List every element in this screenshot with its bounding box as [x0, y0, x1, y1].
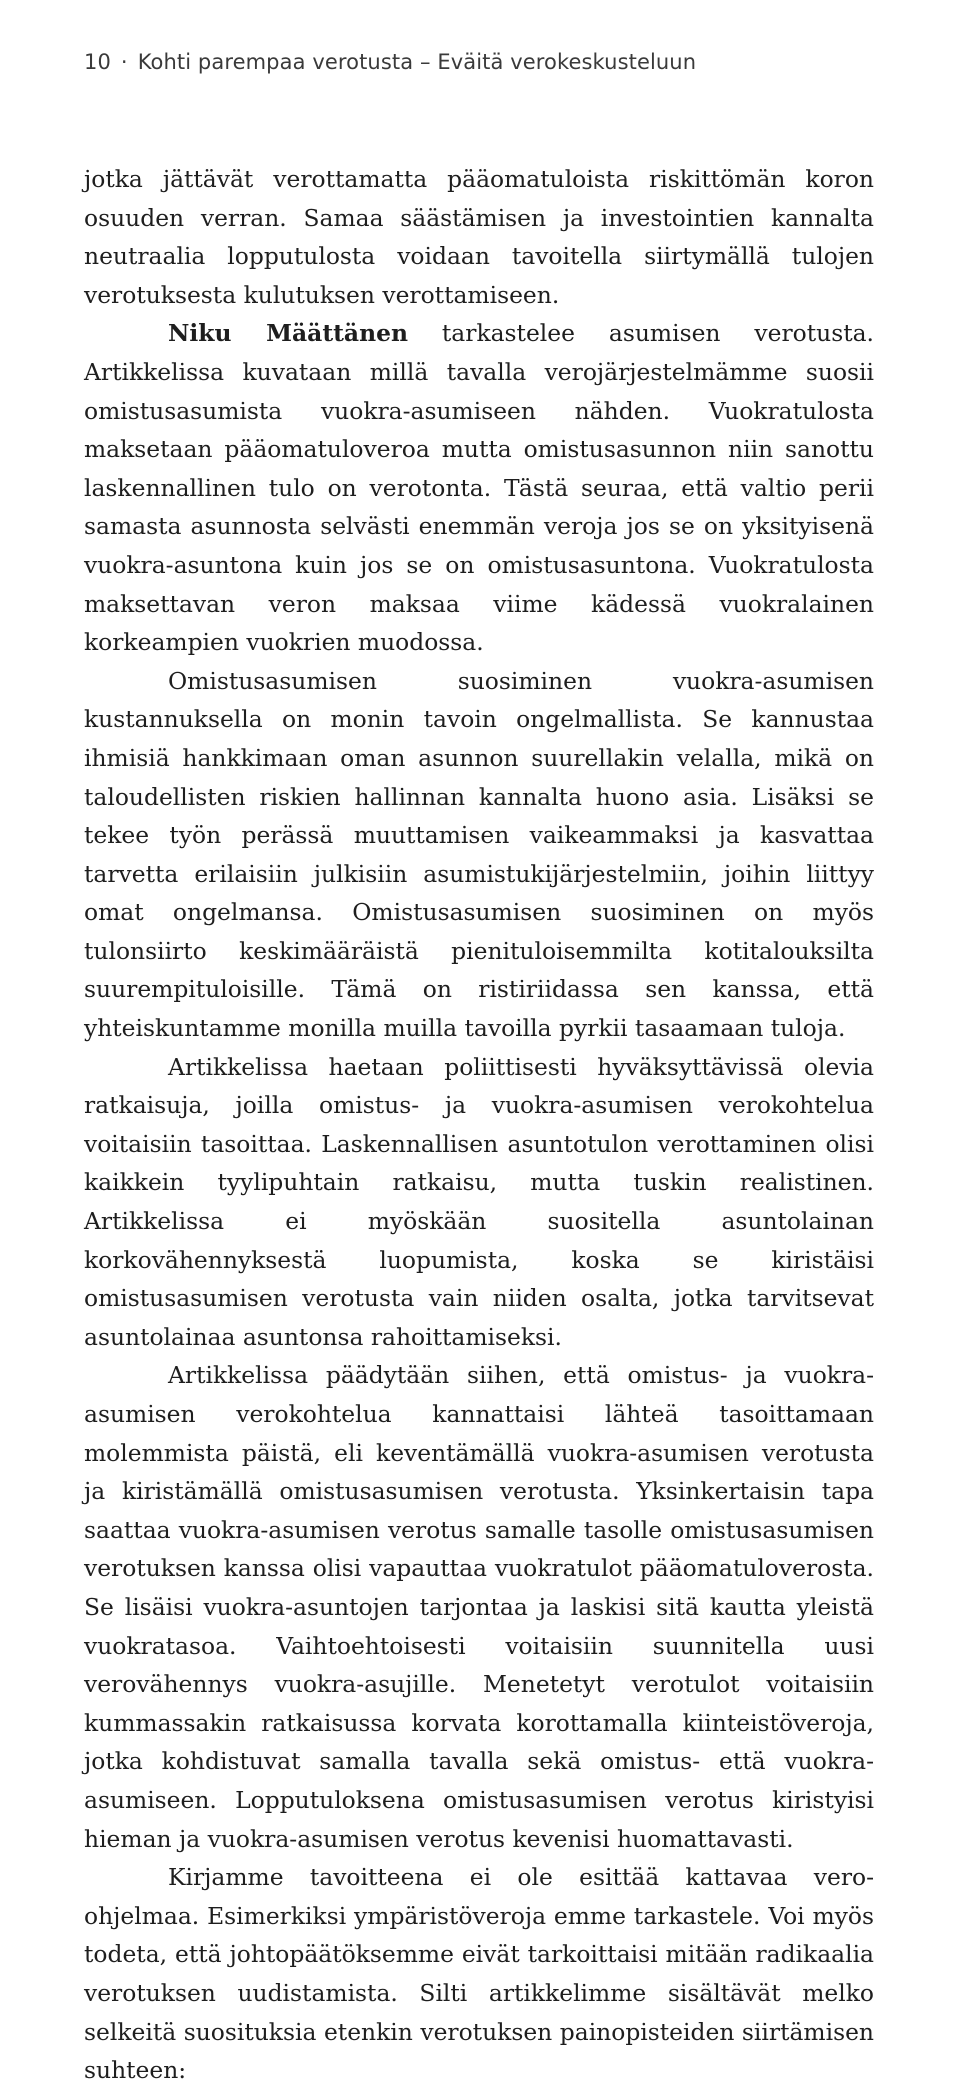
paragraph-6: Kirjamme tavoitteena ei ole esittää kattavaa vero-ohjelmaa. Esimerkiksi ympäristöveroja emme tarkastele. Voi myös todeta, että johtopäätöksemme eivät tarkoittaisi mitään radikaalia verotuksen uudistamista. Silti artikkelimme sisältävät melko selkeitä suosituksia etenkin verotuksen painopisteiden siirtämisen suhteen:	[84, 1863, 874, 2085]
author-name: Niku Määttänen	[168, 319, 408, 348]
paragraph-2-text: tarkastelee asumisen verotusta. Artikkelissa kuvataan millä tavalla verojärjestelmämme suosii omistusasumista vuokra-asumiseen nähden. Vuokratulosta maksetaan pääomatuloveroa mutta omistusasunnon niin sanottu laskennallinen tulo on verotonta. Tästä seuraa, että valtio perii samasta asunnosta selvästi enemmän veroja jos se on yksityisenä vuokra-asuntona kuin jos se on omistusasuntona. Vuokratulosta maksettavan veron maksaa viime kädessä vuokralainen korkeampien vuokrien muodossa.	[84, 319, 874, 657]
body-text	[84, 160, 874, 2090]
running-header	[84, 50, 696, 74]
header-separator: ·	[120, 50, 128, 74]
page-number: 10	[84, 50, 111, 74]
paragraph-3: Omistusasumisen suosiminen vuokra-asumisen kustannuksella on monin tavoin ongelmallista. Se kannustaa ihmisiä hankkimaan oman asunnon suurellakin velalla, mikä on taloudellisten riskien hallinnan kannalta huono asia. Lisäksi se tekee työn perässä muuttamisen vaikeammaksi ja kasvattaa tarvetta erilaisiin julkisiin asumistukijärjestelmiin, joihin liittyy omat ongelmansa. Omistusasumisen suosiminen on myös tulonsiirto keskimääräistä pienituloisemmilta kotitalouksilta suurempituloisille. Tämä on ristiriidassa sen kanssa, että yhteiskuntamme monilla muilla tavoilla pyrkii tasaamaan tuloja.	[84, 666, 874, 1043]
paragraph-5: Artikkelissa päädytään siihen, että omistus- ja vuokra-asumisen verokohtelua kannattaisi lähteä tasoittamaan molemmista päistä, eli keventämällä vuokra-asumisen verotusta ja kiristämällä omistusasumisen verotusta. Yksinkertaisin tapa saattaa vuokra-asumisen verotus samalle tasolle omistusasumisen verotuksen kanssa olisi vapauttaa vuokratulot pääomatuloverosta. Se lisäisi vuokra-asuntojen tarjontaa ja laskisi sitä kautta yleistä vuokratasoa. Vaihtoehtoisesti voitaisiin suunnitella uusi verovähennys vuokra-asujille. Menetetyt verotulot voitaisiin kummassakin ratkaisussa korvata korottamalla kiinteistöveroja, jotka kohdistuvat samalla tavalla sekä omistus- että vuokra-asumiseen. Lopputuloksena omistusasumisen verotus kiristyisi hieman ja vuokra-asumisen verotus kevenisi huomattavasti.	[84, 1361, 874, 1853]
running-title: Kohti parempaa verotusta – Eväitä verokeskusteluun	[137, 50, 697, 74]
paragraph-1: jotka jättävät verottamatta pääomatuloista riskittömän koron osuuden verran. Samaa säästämisen ja investointien kannalta neutraalia lopputulosta voidaan tavoitella siirtymällä tulojen verotuksesta kulutuksen verottamiseen.	[84, 165, 874, 309]
paragraph-4: Artikkelissa haetaan poliittisesti hyväksyttävissä olevia ratkaisuja, joilla omistus- ja vuokra-asumisen verokohtelua voitaisiin tasoittaa. Laskennallisen asuntotulon verottaminen olisi kaikkein tyylipuhtain ratkaisu, mutta tuskin realistinen. Artikkelissa ei myöskään suositella asuntolainan korkovähennyksestä luopumista, koska se kiristäisi omistusasumisen verotusta vain niiden osalta, jotka tarvitsevat asuntolainaa asuntonsa rahoittamiseksi.	[84, 1052, 874, 1351]
paragraph-2	[84, 314, 874, 661]
